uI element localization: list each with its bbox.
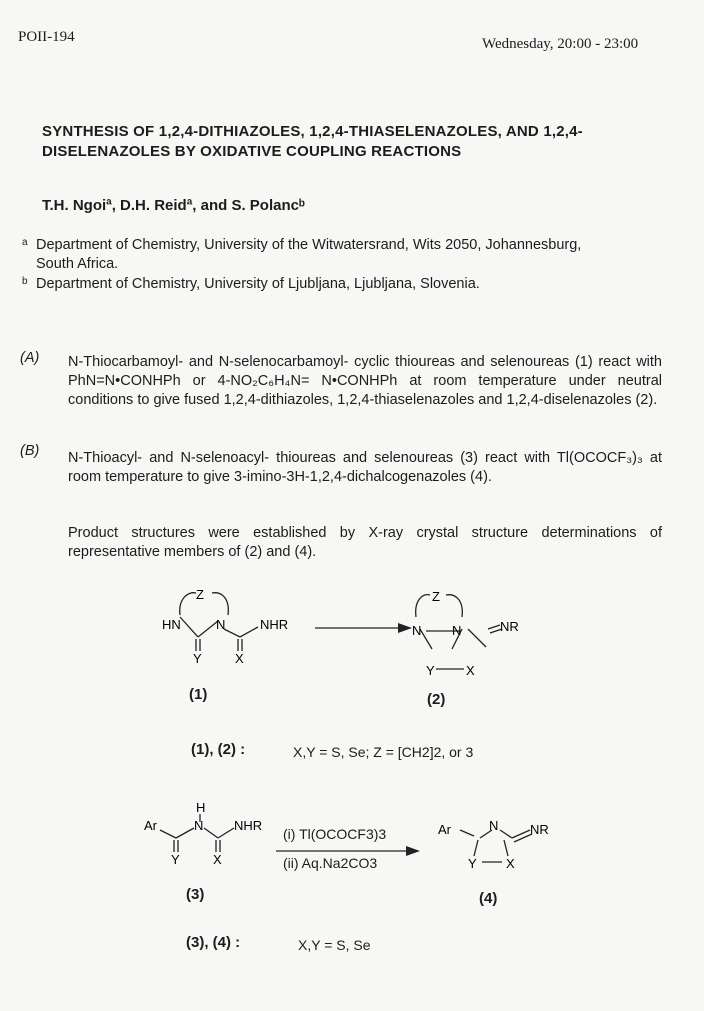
atom-nhr: NHR (260, 617, 289, 632)
affiliation-a (22, 236, 596, 274)
abstract-code: POII-194 (18, 29, 75, 45)
atom-y: Y (468, 856, 477, 871)
atom-x: X (213, 852, 222, 867)
definition-label-1-2: (1), (2) : (191, 741, 246, 758)
definition-label-3-4: (3), (4) : (186, 934, 241, 951)
compound-3-label: (3) (186, 886, 205, 903)
atom-n: N (412, 623, 422, 638)
affiliation-mark: b (22, 276, 28, 287)
atom-nr: NR (500, 619, 519, 634)
atom-z: Z (432, 589, 440, 604)
atom-y: Y (193, 651, 202, 666)
definition-text-3-4: X,Y = S, Se (298, 937, 371, 953)
paragraph-structures: Product structures were established by X-ray crystal structure determinations of representative members of (2) and (4). (68, 525, 662, 560)
compound-2-label: (2) (427, 691, 446, 708)
atom-n: N (194, 818, 204, 833)
atom-nr: NR (530, 822, 549, 837)
affiliation-mark: a (22, 237, 28, 248)
atom-n: N (489, 818, 499, 833)
atom-x: X (466, 663, 475, 678)
compound-4-label: (4) (479, 890, 498, 907)
compound-1-label: (1) (189, 686, 208, 703)
atom-n: N (216, 617, 226, 632)
atom-ar: Ar (144, 818, 157, 833)
atom-hn: HN (162, 617, 181, 632)
atom-x: X (506, 856, 515, 871)
affiliation-text: Department of Chemistry, University of Ljubljana, Ljubljana, Slovenia. (36, 276, 480, 292)
author-list: T.H. Ngoiª, D.H. Reidª, and S. Polancᵇ (42, 197, 305, 214)
reaction-scheme-1 (150, 585, 550, 695)
reagent-step-1: (i) Tl(OCOCF3)3 (283, 826, 387, 842)
atom-y: Y (426, 663, 435, 678)
paragraph-b-label: (B) (20, 443, 40, 459)
affiliation-b (22, 275, 636, 294)
affiliation-text: Department of Chemistry, University of the Witwatersrand, Wits 2050, Johannesburg, South Africa. (36, 237, 582, 272)
atom-n: N (452, 623, 462, 638)
atom-nhr: NHR (234, 818, 263, 833)
paragraph-a: N-Thiocarbamoyl- and N-selenocarbamoyl- cyclic thioureas and selenoureas (1) react with PhN=N•CONHPh or 4-NO₂C₆H₄N= N•CONHPh at room temperature under neutral conditions to give fused 1,2,4-dithiazoles, 1,2,4-thiaselenazoles and 1,2,4-diselenazoles (2). (68, 354, 662, 408)
definition-text-1-2: X,Y = S, Se; Z = [CH2]2, or 3 (293, 744, 474, 760)
atom-x: X (235, 651, 244, 666)
atom-h: H (196, 800, 206, 815)
atom-ar: Ar (438, 822, 451, 837)
session-time: Wednesday, 20:00 - 23:00 (482, 36, 639, 52)
reagent-step-2: (ii) Aq.Na2CO3 (283, 855, 378, 871)
paragraph-a-label: (A) (20, 350, 40, 366)
atom-y: Y (171, 852, 180, 867)
paragraph-b: N-Thioacyl- and N-selenoacyl- thioureas and selenoureas (3) react with Tl(OCOCF₃)₃ at room temperature to give 3-imino-3H-1,2,4-dichalcogenazoles (4). (68, 450, 662, 485)
paper-title: SYNTHESIS OF 1,2,4-DITHIAZOLES, 1,2,4-THIASELENAZOLES, AND 1,2,4-DISELENAZOLES BY OXIDATIVE COUPLING REACTIONS (42, 123, 583, 160)
atom-z: Z (196, 587, 204, 602)
